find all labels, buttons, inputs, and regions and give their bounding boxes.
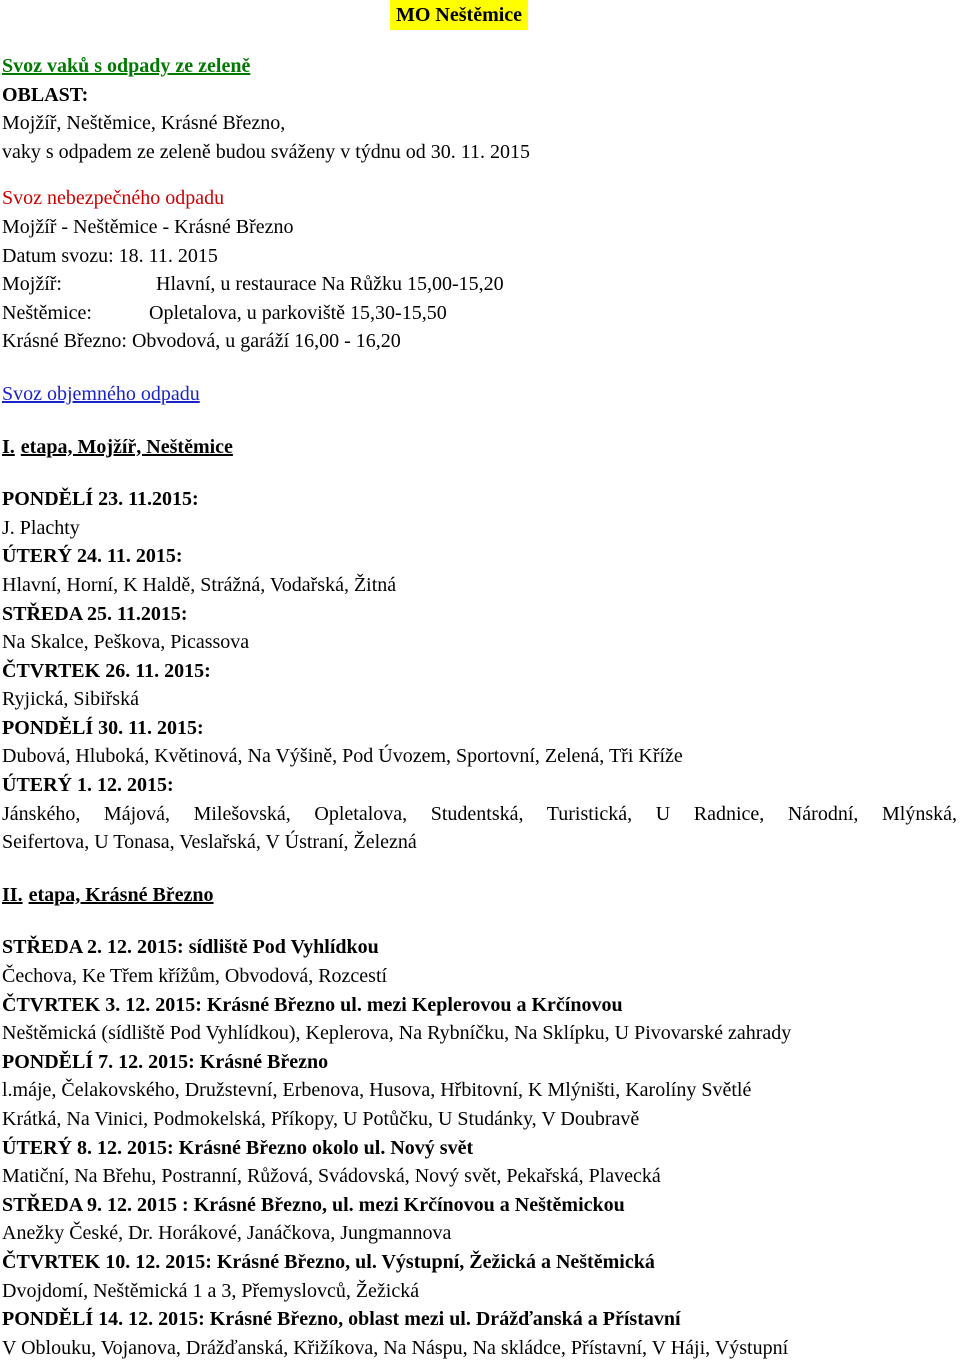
green-waste-note: vaky s odpadem ze zeleně budou sváženy v týdnu od 30. 11. 2015 <box>2 140 531 163</box>
collection-streets: Matiční, Na Břehu, Postranní, Růžová, Svádovská, Nový svět, Pekařská, Plavecká <box>2 1165 661 1188</box>
collection-day: PONDĚLÍ 14. 12. 2015: Krásné Březno, oblast mezi ul. Drážďanská a Přístavní <box>2 1308 681 1331</box>
collection-streets: Na Skalce, Peškova, Picassova <box>2 631 250 654</box>
stage2-numeral: II. <box>2 883 23 906</box>
collection-streets: Jánského, Májová, Milešovská, Opletalova, Studentská, Turistická, U Radnice, Národní, Mlýnská, <box>2 802 957 825</box>
document-page <box>2 0 957 1362</box>
collection-streets: J. Plachty <box>2 516 80 539</box>
collection-day: PONDĚLÍ 23. 11.2015: <box>2 488 199 511</box>
collection-streets: Hlavní, Horní, K Haldě, Strážná, Vodařská, Žitná <box>2 573 397 596</box>
stop-place: Mojžíř: <box>2 273 62 296</box>
collection-streets: Ryjická, Sibiřská <box>2 688 139 711</box>
stage1-numeral: I. <box>2 435 15 458</box>
collection-streets: Neštěmická (sídliště Pod Vyhlídkou), Keplerova, Na Rybníčku, Na Sklípku, U Pivovarské zahrady <box>2 1022 792 1045</box>
collection-streets-continued: Seifertova, U Tonasa, Veslařská, V Ústraní, Železná <box>2 831 417 854</box>
collection-streets: Dvojdomí, Neštěmická 1 a 3, Přemyslovců, Žežická <box>2 1279 420 1302</box>
collection-streets: Anežky České, Dr. Horákové, Janáčkova, Jungmannova <box>2 1222 452 1245</box>
page-header <box>2 0 957 30</box>
hazard-date: Datum svozu: 18. 11. 2015 <box>2 244 218 267</box>
green-waste-heading[interactable]: Svoz vaků s odpady ze zeleně <box>2 55 251 77</box>
collection-day: PONDĚLÍ 7. 12. 2015: Krásné Březno <box>2 1050 329 1073</box>
hazard-subtitle: Mojžíř - Neštěmice - Krásné Březno <box>2 215 294 238</box>
stop-place: Krásné Březno: <box>2 330 127 353</box>
stage2-title: etapa, Krásné Březno <box>28 883 214 906</box>
area-label: OBLAST: <box>2 83 89 106</box>
stop-detail: Hlavní, u restaurace Na Růžku 15,00-15,20 <box>156 273 504 296</box>
stop-detail: Obvodová, u garáží 16,00 - 16,20 <box>131 330 401 353</box>
collection-day: STŘEDA 25. 11.2015: <box>2 602 188 625</box>
collection-day: ÚTERÝ 1. 12. 2015: <box>2 774 174 797</box>
hazard-stop <box>2 327 957 356</box>
collection-day: PONDĚLÍ 30. 11. 2015: <box>2 716 204 739</box>
collection-day: ČTVRTEK 3. 12. 2015: Krásné Březno ul. mezi Keplerovou a Krčínovou <box>2 993 623 1016</box>
collection-day: ČTVRTEK 10. 12. 2015: Krásné Březno, ul. Výstupní, Žežická a Neštěmická <box>2 1250 655 1273</box>
collection-day: ČTVRTEK 26. 11. 2015: <box>2 659 211 682</box>
collection-streets: V Oblouku, Vojanova, Drážďanská, Křižíkova, Na Náspu, Na skládce, Přístavní, V Háji, Výstupní <box>2 1336 789 1359</box>
stage2-heading <box>2 881 957 910</box>
hazard-waste-heading: Svoz nebezpečného odpadu <box>2 187 225 210</box>
hazard-stop <box>2 270 957 299</box>
collection-streets: l.máje, Čelakovského, Družstevní, Erbenova, Husova, Hřbitovní, K Mlýništi, Karolíny Světlé <box>2 1079 752 1102</box>
collection-day: ÚTERÝ 8. 12. 2015: Krásné Březno okolo ul. Nový svět <box>2 1136 474 1159</box>
stop-place: Neštěmice: <box>2 301 92 324</box>
collection-day: ÚTERÝ 24. 11. 2015: <box>2 545 183 568</box>
collection-day: STŘEDA 2. 12. 2015: sídliště Pod Vyhlídkou <box>2 936 379 959</box>
collection-streets: Dubová, Hluboká, Květinová, Na Výšině, Pod Úvozem, Sportovní, Zelená, Tři Kříže <box>2 745 683 768</box>
stop-detail: Opletalova, u parkoviště 15,30-15,50 <box>149 301 447 324</box>
stage1-heading <box>2 433 957 462</box>
district-title: MO Neštěmice <box>390 0 528 30</box>
collection-streets-continued: Krátká, Na Vinici, Podmokelská, Příkopy, U Potůčku, U Studánky, V Doubravě <box>2 1108 640 1130</box>
hazard-stop <box>2 299 957 328</box>
collection-day: STŘEDA 9. 12. 2015 : Krásné Březno, ul. mezi Krčínovou a Neštěmickou <box>2 1193 625 1216</box>
stage1-title: etapa, Mojžíř, Neštěmice <box>20 435 233 458</box>
collection-streets: Čechova, Ke Třem křížům, Obvodová, Rozcestí <box>2 965 388 988</box>
bulky-waste-heading[interactable]: Svoz objemného odpadu <box>2 382 200 405</box>
area-list: Mojžíř, Neštěmice, Krásné Březno, <box>2 112 286 135</box>
